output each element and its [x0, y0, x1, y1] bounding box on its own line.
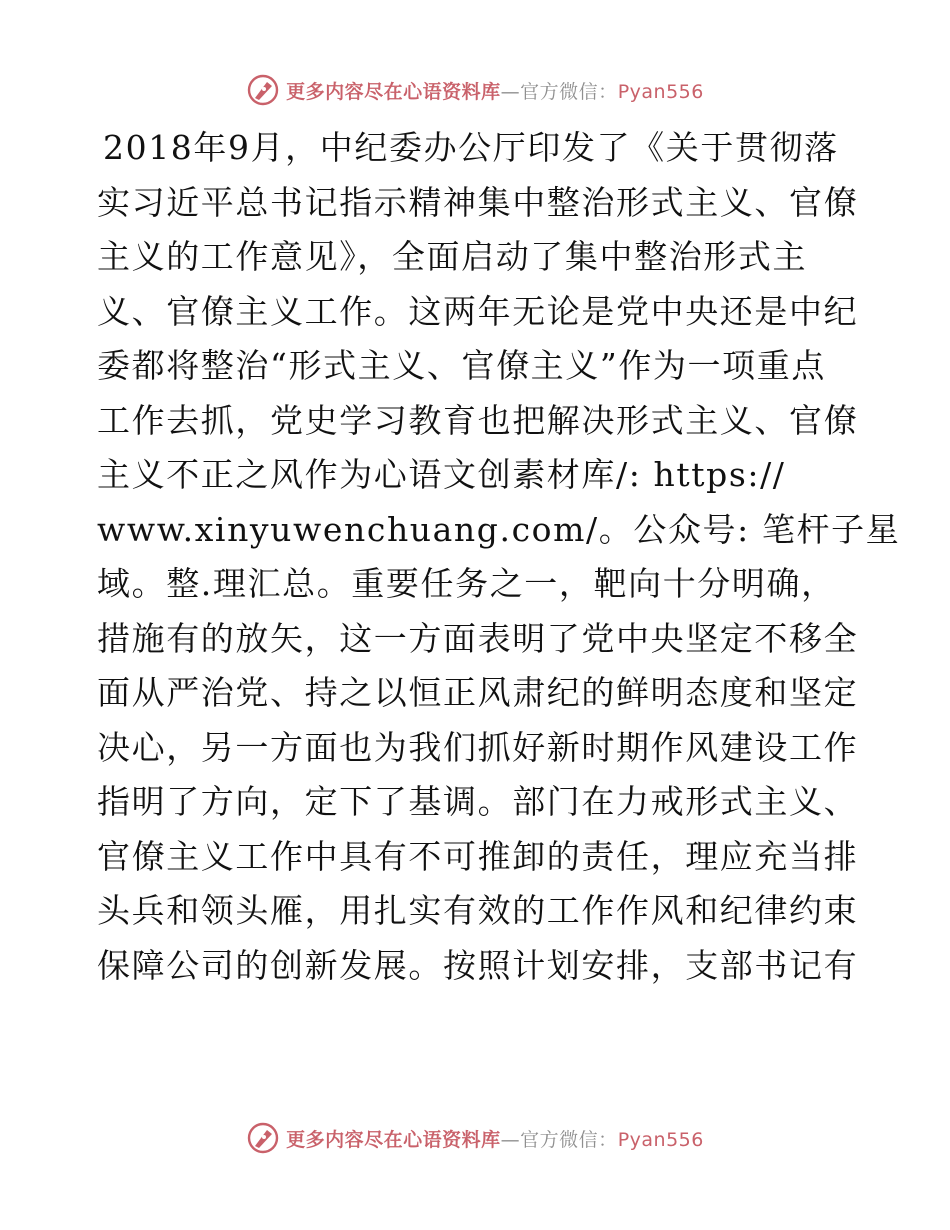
text-line: 指明了方向，定下了基调。部门在力戒形式主义、 — [97, 782, 859, 821]
text-line: 决心，另一方面也为我们抓好新时期作风建设工作 — [97, 727, 859, 767]
text-line: 工作去抓，党史学习教育也把解决形式主义、官僚 — [97, 400, 859, 440]
text-line: 面从严治党、持之以恒正风肃纪的鲜明态度和坚定 — [97, 673, 859, 712]
watermark-text — [286, 1125, 704, 1152]
watermark-wechat-label: —官方微信： — [500, 1128, 618, 1151]
text-line: 官僚主义工作中具有不可推卸的责任，理应充当排 — [97, 836, 859, 876]
watermark-text — [286, 77, 704, 104]
watermark-footer — [0, 1118, 950, 1158]
watermark-header — [0, 70, 950, 110]
watermark-site-name: 更多内容尽在心语资料库 — [286, 80, 501, 103]
pen-nib-circle-icon — [246, 1121, 280, 1155]
document-body — [97, 121, 901, 993]
text-line: 主义不正之风作为心语文创素材库/: https:// — [97, 455, 786, 494]
watermark-wechat-id: Pyan556 — [617, 1128, 704, 1151]
watermark-site-name: 更多内容尽在心语资料库 — [286, 1128, 501, 1151]
watermark-wechat-id: Pyan556 — [617, 80, 704, 103]
text-line: 域。整.理汇总。重要任务之一，靶向十分明确， — [97, 564, 836, 603]
pen-nib-circle-icon — [246, 73, 280, 107]
text-line: 委都将整治“形式主义、官僚主义”作为一项重点 — [97, 346, 826, 385]
text-line: www.xinyuwenchuang.com/。公众号: 笔杆子星 — [97, 509, 901, 549]
text-line: 主义的工作意见》，全面启动了集中整治形式主 — [97, 237, 808, 276]
watermark-wechat-label: —官方微信： — [500, 80, 618, 103]
text-line: 头兵和领头雁，用扎实有效的工作作风和纪律约束 — [97, 891, 859, 930]
text-line: 义、官僚主义工作。这两年无论是党中央还是中纪 — [97, 291, 859, 331]
text-line: 实习近平总书记指示精神集中整治形式主义、官僚 — [97, 182, 859, 222]
text-line: 2018年9月，中纪委办公厅印发了《关于贯彻落 — [103, 128, 839, 167]
text-line: 保障公司的创新发展。按照计划安排，支部书记有 — [97, 945, 859, 985]
text-line: 措施有的放矢，这一方面表明了党中央坚定不移全 — [97, 618, 859, 658]
